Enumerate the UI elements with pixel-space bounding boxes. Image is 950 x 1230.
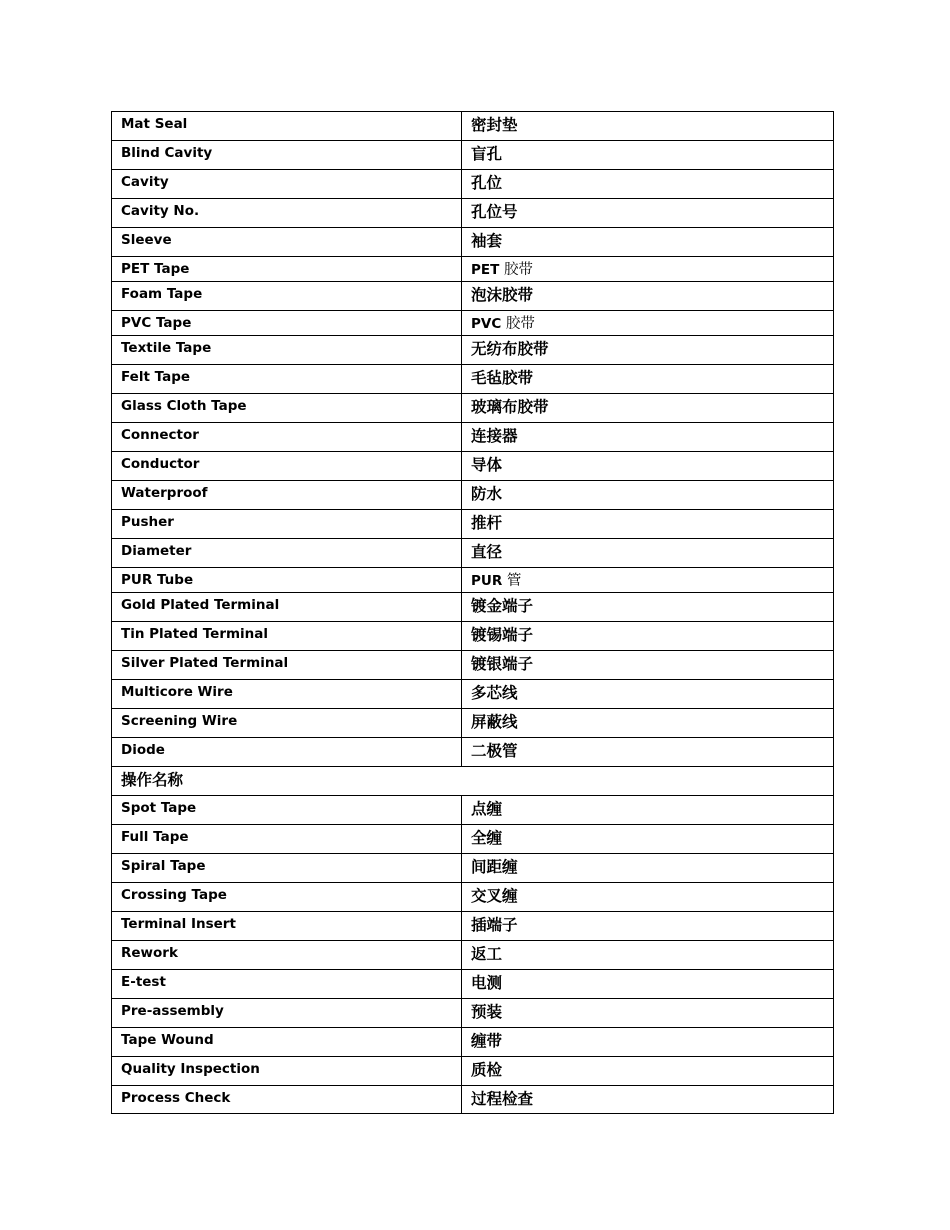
table-row	[112, 796, 834, 825]
english-term: Tin Plated Terminal	[112, 622, 462, 651]
english-term: Blind Cavity	[112, 141, 462, 170]
english-term: Tape Wound	[112, 1028, 462, 1057]
table-row	[112, 854, 834, 883]
english-term: Waterproof	[112, 481, 462, 510]
chinese-term: 盲孔	[462, 141, 834, 170]
chinese-term: 屏蔽线	[462, 709, 834, 738]
table-row	[112, 112, 834, 141]
english-term: Mat Seal	[112, 112, 462, 141]
chinese-term-latin-part: PVC	[471, 316, 502, 332]
table-row	[112, 622, 834, 651]
table-row	[112, 228, 834, 257]
english-term: PVC Tape	[112, 311, 462, 336]
english-term: Screening Wire	[112, 709, 462, 738]
chinese-term: 袖套	[462, 228, 834, 257]
table-row	[112, 257, 834, 282]
table-row	[112, 170, 834, 199]
english-term: Gold Plated Terminal	[112, 593, 462, 622]
chinese-term: 导体	[462, 452, 834, 481]
chinese-term: 连接器	[462, 423, 834, 452]
english-term: Terminal Insert	[112, 912, 462, 941]
chinese-term: 泡沫胶带	[462, 282, 834, 311]
english-term: Quality Inspection	[112, 1057, 462, 1086]
chinese-term: 预装	[462, 999, 834, 1028]
chinese-term: 直径	[462, 539, 834, 568]
chinese-term: 交叉缠	[462, 883, 834, 912]
table-row	[112, 883, 834, 912]
chinese-term: 过程检查	[462, 1086, 834, 1114]
chinese-term: 插端子	[462, 912, 834, 941]
english-term: Multicore Wire	[112, 680, 462, 709]
chinese-term: 缠带	[462, 1028, 834, 1057]
english-term: Foam Tape	[112, 282, 462, 311]
chinese-term: 电测	[462, 970, 834, 999]
chinese-term: 推杆	[462, 510, 834, 539]
table-row	[112, 912, 834, 941]
english-term: Spiral Tape	[112, 854, 462, 883]
chinese-term: 返工	[462, 941, 834, 970]
section-heading-row	[112, 767, 834, 796]
table-row	[112, 394, 834, 423]
glossary-body	[112, 112, 834, 1114]
table-row	[112, 1057, 834, 1086]
chinese-term	[462, 311, 834, 336]
table-row	[112, 680, 834, 709]
table-row	[112, 999, 834, 1028]
table-row	[112, 311, 834, 336]
chinese-term-cjk-part: 胶带	[503, 262, 533, 278]
english-term: Connector	[112, 423, 462, 452]
chinese-term: 间距缠	[462, 854, 834, 883]
table-row	[112, 738, 834, 767]
chinese-term	[462, 257, 834, 282]
section-heading: 操作名称	[112, 767, 834, 796]
english-term: Diameter	[112, 539, 462, 568]
chinese-term: 毛毡胶带	[462, 365, 834, 394]
table-row	[112, 336, 834, 365]
english-term: Process Check	[112, 1086, 462, 1114]
english-term: Glass Cloth Tape	[112, 394, 462, 423]
table-row	[112, 365, 834, 394]
chinese-term: 质检	[462, 1057, 834, 1086]
chinese-term: 镀银端子	[462, 651, 834, 680]
table-row	[112, 593, 834, 622]
chinese-term: 无纺布胶带	[462, 336, 834, 365]
english-term: Cavity	[112, 170, 462, 199]
english-term: PET Tape	[112, 257, 462, 282]
chinese-term: 密封垫	[462, 112, 834, 141]
table-row	[112, 141, 834, 170]
chinese-term: 全缠	[462, 825, 834, 854]
english-term: E-test	[112, 970, 462, 999]
english-term: Textile Tape	[112, 336, 462, 365]
glossary-table	[111, 111, 834, 1114]
chinese-term: 镀锡端子	[462, 622, 834, 651]
chinese-term: 孔位号	[462, 199, 834, 228]
table-row	[112, 539, 834, 568]
chinese-term: 防水	[462, 481, 834, 510]
table-row	[112, 423, 834, 452]
table-row	[112, 481, 834, 510]
chinese-term-latin-part: PET	[471, 262, 500, 278]
english-term: Diode	[112, 738, 462, 767]
chinese-term-cjk-part: 胶带	[505, 316, 535, 332]
table-row	[112, 1028, 834, 1057]
chinese-term: 点缠	[462, 796, 834, 825]
chinese-term: 多芯线	[462, 680, 834, 709]
table-row	[112, 1086, 834, 1114]
english-term: Cavity No.	[112, 199, 462, 228]
english-term: Conductor	[112, 452, 462, 481]
english-term: Rework	[112, 941, 462, 970]
english-term: Felt Tape	[112, 365, 462, 394]
table-row	[112, 568, 834, 593]
table-row	[112, 510, 834, 539]
table-row	[112, 651, 834, 680]
english-term: PUR Tube	[112, 568, 462, 593]
chinese-term: 孔位	[462, 170, 834, 199]
chinese-term-cjk-part: 管	[506, 573, 522, 589]
chinese-term-latin-part: PUR	[471, 573, 503, 589]
english-term: Spot Tape	[112, 796, 462, 825]
english-term: Sleeve	[112, 228, 462, 257]
chinese-term	[462, 568, 834, 593]
table-row	[112, 452, 834, 481]
table-row	[112, 709, 834, 738]
chinese-term: 二极管	[462, 738, 834, 767]
chinese-term: 玻璃布胶带	[462, 394, 834, 423]
table-row	[112, 970, 834, 999]
english-term: Full Tape	[112, 825, 462, 854]
table-row	[112, 941, 834, 970]
chinese-term: 镀金端子	[462, 593, 834, 622]
english-term: Crossing Tape	[112, 883, 462, 912]
table-row	[112, 282, 834, 311]
english-term: Pusher	[112, 510, 462, 539]
table-row	[112, 825, 834, 854]
table-row	[112, 199, 834, 228]
english-term: Silver Plated Terminal	[112, 651, 462, 680]
english-term: Pre-assembly	[112, 999, 462, 1028]
